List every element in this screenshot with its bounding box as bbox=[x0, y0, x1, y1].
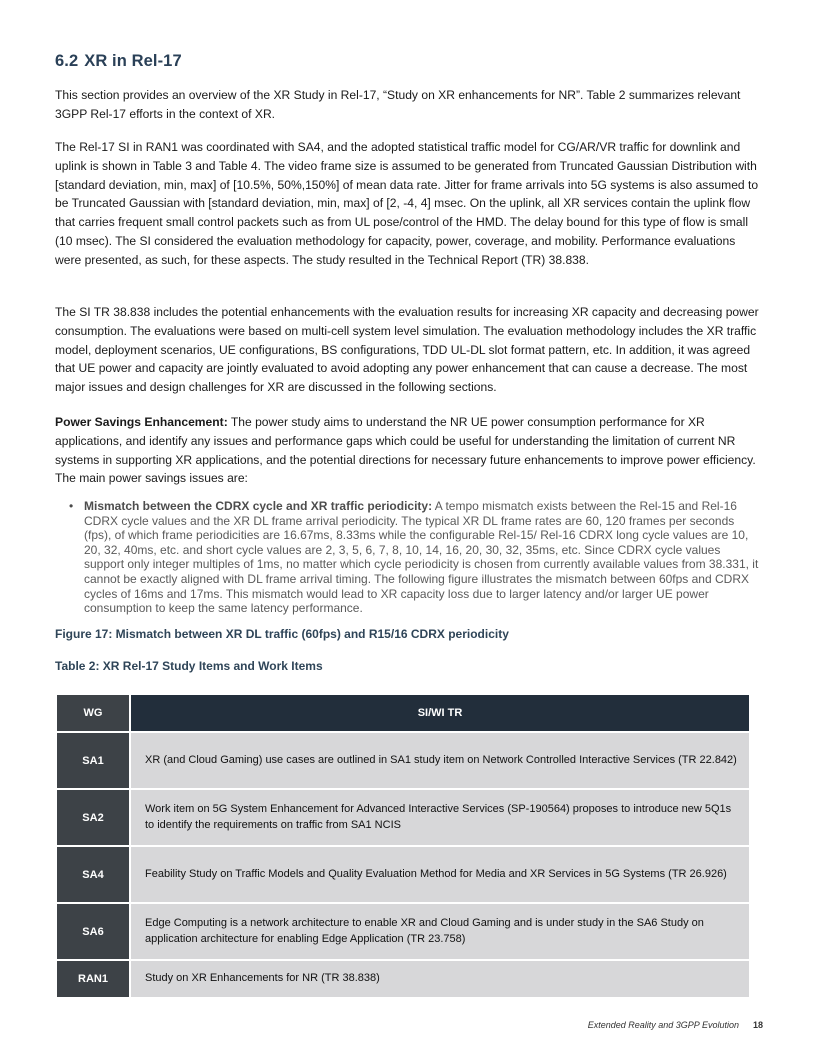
tr-38838-paragraph: The SI TR 38.838 includes the potential enhancements with the evaluation results for increasing XR capacity and decreasing power consumption. The evaluations were based on multi-cell system level simulation. The evaluation methodology includes the XR traffic model, deployment scenarios, UE configurations, BS configurations, TDD UL-DL slot format pattern, etc. In addition, it was agreed that UE power and capacity are jointly evaluated to avoid adopting any power enhancement that can cause a decrease. The most major issues and design challenges for XR are discussed in the following sections. bbox=[55, 305, 759, 395]
table-row bbox=[57, 904, 749, 959]
section-number: 6.2 bbox=[55, 52, 79, 70]
desc-cell: Feability Study on Traffic Models and Quality Evaluation Method for Media and XR Services in 5G Systems (TR 26.926) bbox=[131, 847, 749, 902]
table-header-row bbox=[57, 695, 749, 731]
desc-cell: Study on XR Enhancements for NR (TR 38.838) bbox=[131, 961, 749, 997]
desc-cell: XR (and Cloud Gaming) use cases are outlined in SA1 study item on Network Controlled Interactive Services (TR 22.842) bbox=[131, 733, 749, 788]
table-row bbox=[57, 961, 749, 997]
power-savings-lead: Power Savings Enhancement: bbox=[55, 415, 228, 429]
bullet-lead: Mismatch between the CDRX cycle and XR traffic periodicity: bbox=[84, 499, 433, 513]
page-number: 18 bbox=[752, 1020, 763, 1030]
header-wg: WG bbox=[57, 695, 129, 731]
section-title: XR in Rel-17 bbox=[84, 52, 182, 70]
desc-cell: Work item on 5G System Enhancement for Advanced Interactive Services (SP-190564) proposes to introduce new 5Q1s to identify the requirements on traffic from SA1 NCIS bbox=[131, 790, 749, 845]
wg-cell: SA1 bbox=[57, 733, 129, 788]
wg-cell: SA2 bbox=[57, 790, 129, 845]
bullet-item-cdrx-mismatch bbox=[69, 499, 763, 616]
bullet-body: A tempo mismatch exists between the Rel-15 and Rel-16 CDRX cycle values and the XR DL frame arrival periodicity. The typical XR DL frame rates are 60, 120 frames per seconds (fps), of which frame periodicities are 16.67ms, 8.33ms while the configurable Rel-15/ Rel-16 CDRX long cycle values are 10, 20, 32, 40ms, etc. and short cycle values are 2, 3, 5, 6, 7, 8, 10, 14, 16, 20, 30, 32, 35ms, etc. Since CDRX cycle values support only integer multiples of 1ms, no matter which cycle periodicity is chosen from currently available values from 38.331, it cannot be exactly aligned with DL frame arrival timing. The following figure illustrates the mismatch between 60fps and CDRX cycles of 16ms and 17ms. This mismatch would lead to XR capacity loss due to larger latency and/or larger UE power consumption to keep the same latency performance. bbox=[84, 499, 759, 616]
header-si-wi-tr: SI/WI TR bbox=[131, 695, 749, 731]
table-row bbox=[57, 733, 749, 788]
power-savings-paragraph bbox=[55, 413, 763, 488]
bullet-text bbox=[84, 499, 763, 616]
table-caption: Table 2: XR Rel-17 Study Items and Work Items bbox=[55, 659, 323, 673]
bullet-icon: • bbox=[69, 499, 74, 513]
desc-cell: Edge Computing is a network architecture to enable XR and Cloud Gaming and is under study in the SA6 Study on application architecture for enabling Edge Application (TR 23.758) bbox=[131, 904, 749, 959]
wg-cell: SA6 bbox=[57, 904, 129, 959]
page-footer bbox=[588, 1020, 763, 1030]
traffic-model-paragraph: The Rel-17 SI in RAN1 was coordinated with SA4, and the adopted statistical traffic model for CG/AR/VR traffic for downlink and uplink is shown in Table 3 and Table 4. The video frame size is assumed to be generated from Truncated Gaussian Distribution with [standard deviation, min, max] of [10.5%, 50%,150%] of mean data rate. Jitter for frame arrivals into 5G systems is also assumed to be Truncated Gaussian with [standard deviation, min, max] of [2, -4, 4] msec. On the uplink, all XR services contain the uplink flow that carries frequent small control packets such as from UL pose/control of the HMD. The delay bound for this type of flow is small (10 msec). The SI considered the evaluation methodology for capacity, power, coverage, and mobility. Performance evaluations were presented, as such, for these aspects. The study resulted in the Technical Report (TR) 38.838. bbox=[55, 140, 759, 267]
wg-cell: RAN1 bbox=[57, 961, 129, 997]
intro-paragraph: This section provides an overview of the XR Study in Rel-17, “Study on XR enhancements for NR”. Table 2 summarizes relevant 3GPP Rel-17 efforts in the context of XR. bbox=[55, 88, 741, 121]
table-row bbox=[57, 790, 749, 845]
footer-document-title: Extended Reality and 3GPP Evolution bbox=[587, 1020, 739, 1030]
power-savings-body: The power study aims to understand the NR UE power consumption performance for XR applications, and identify any issues and performance gaps which could be useful for understanding the limitation of current NR systems in supporting XR applications, and the potential directions for necessary future enhancements to improve power efficiency. The main power savings issues are: bbox=[55, 415, 756, 486]
si-wi-table bbox=[55, 693, 751, 999]
table-row bbox=[57, 847, 749, 902]
wg-cell: SA4 bbox=[57, 847, 129, 902]
section-heading bbox=[55, 52, 182, 71]
figure-caption: Figure 17: Mismatch between XR DL traffic (60fps) and R15/16 CDRX periodicity bbox=[55, 627, 509, 641]
